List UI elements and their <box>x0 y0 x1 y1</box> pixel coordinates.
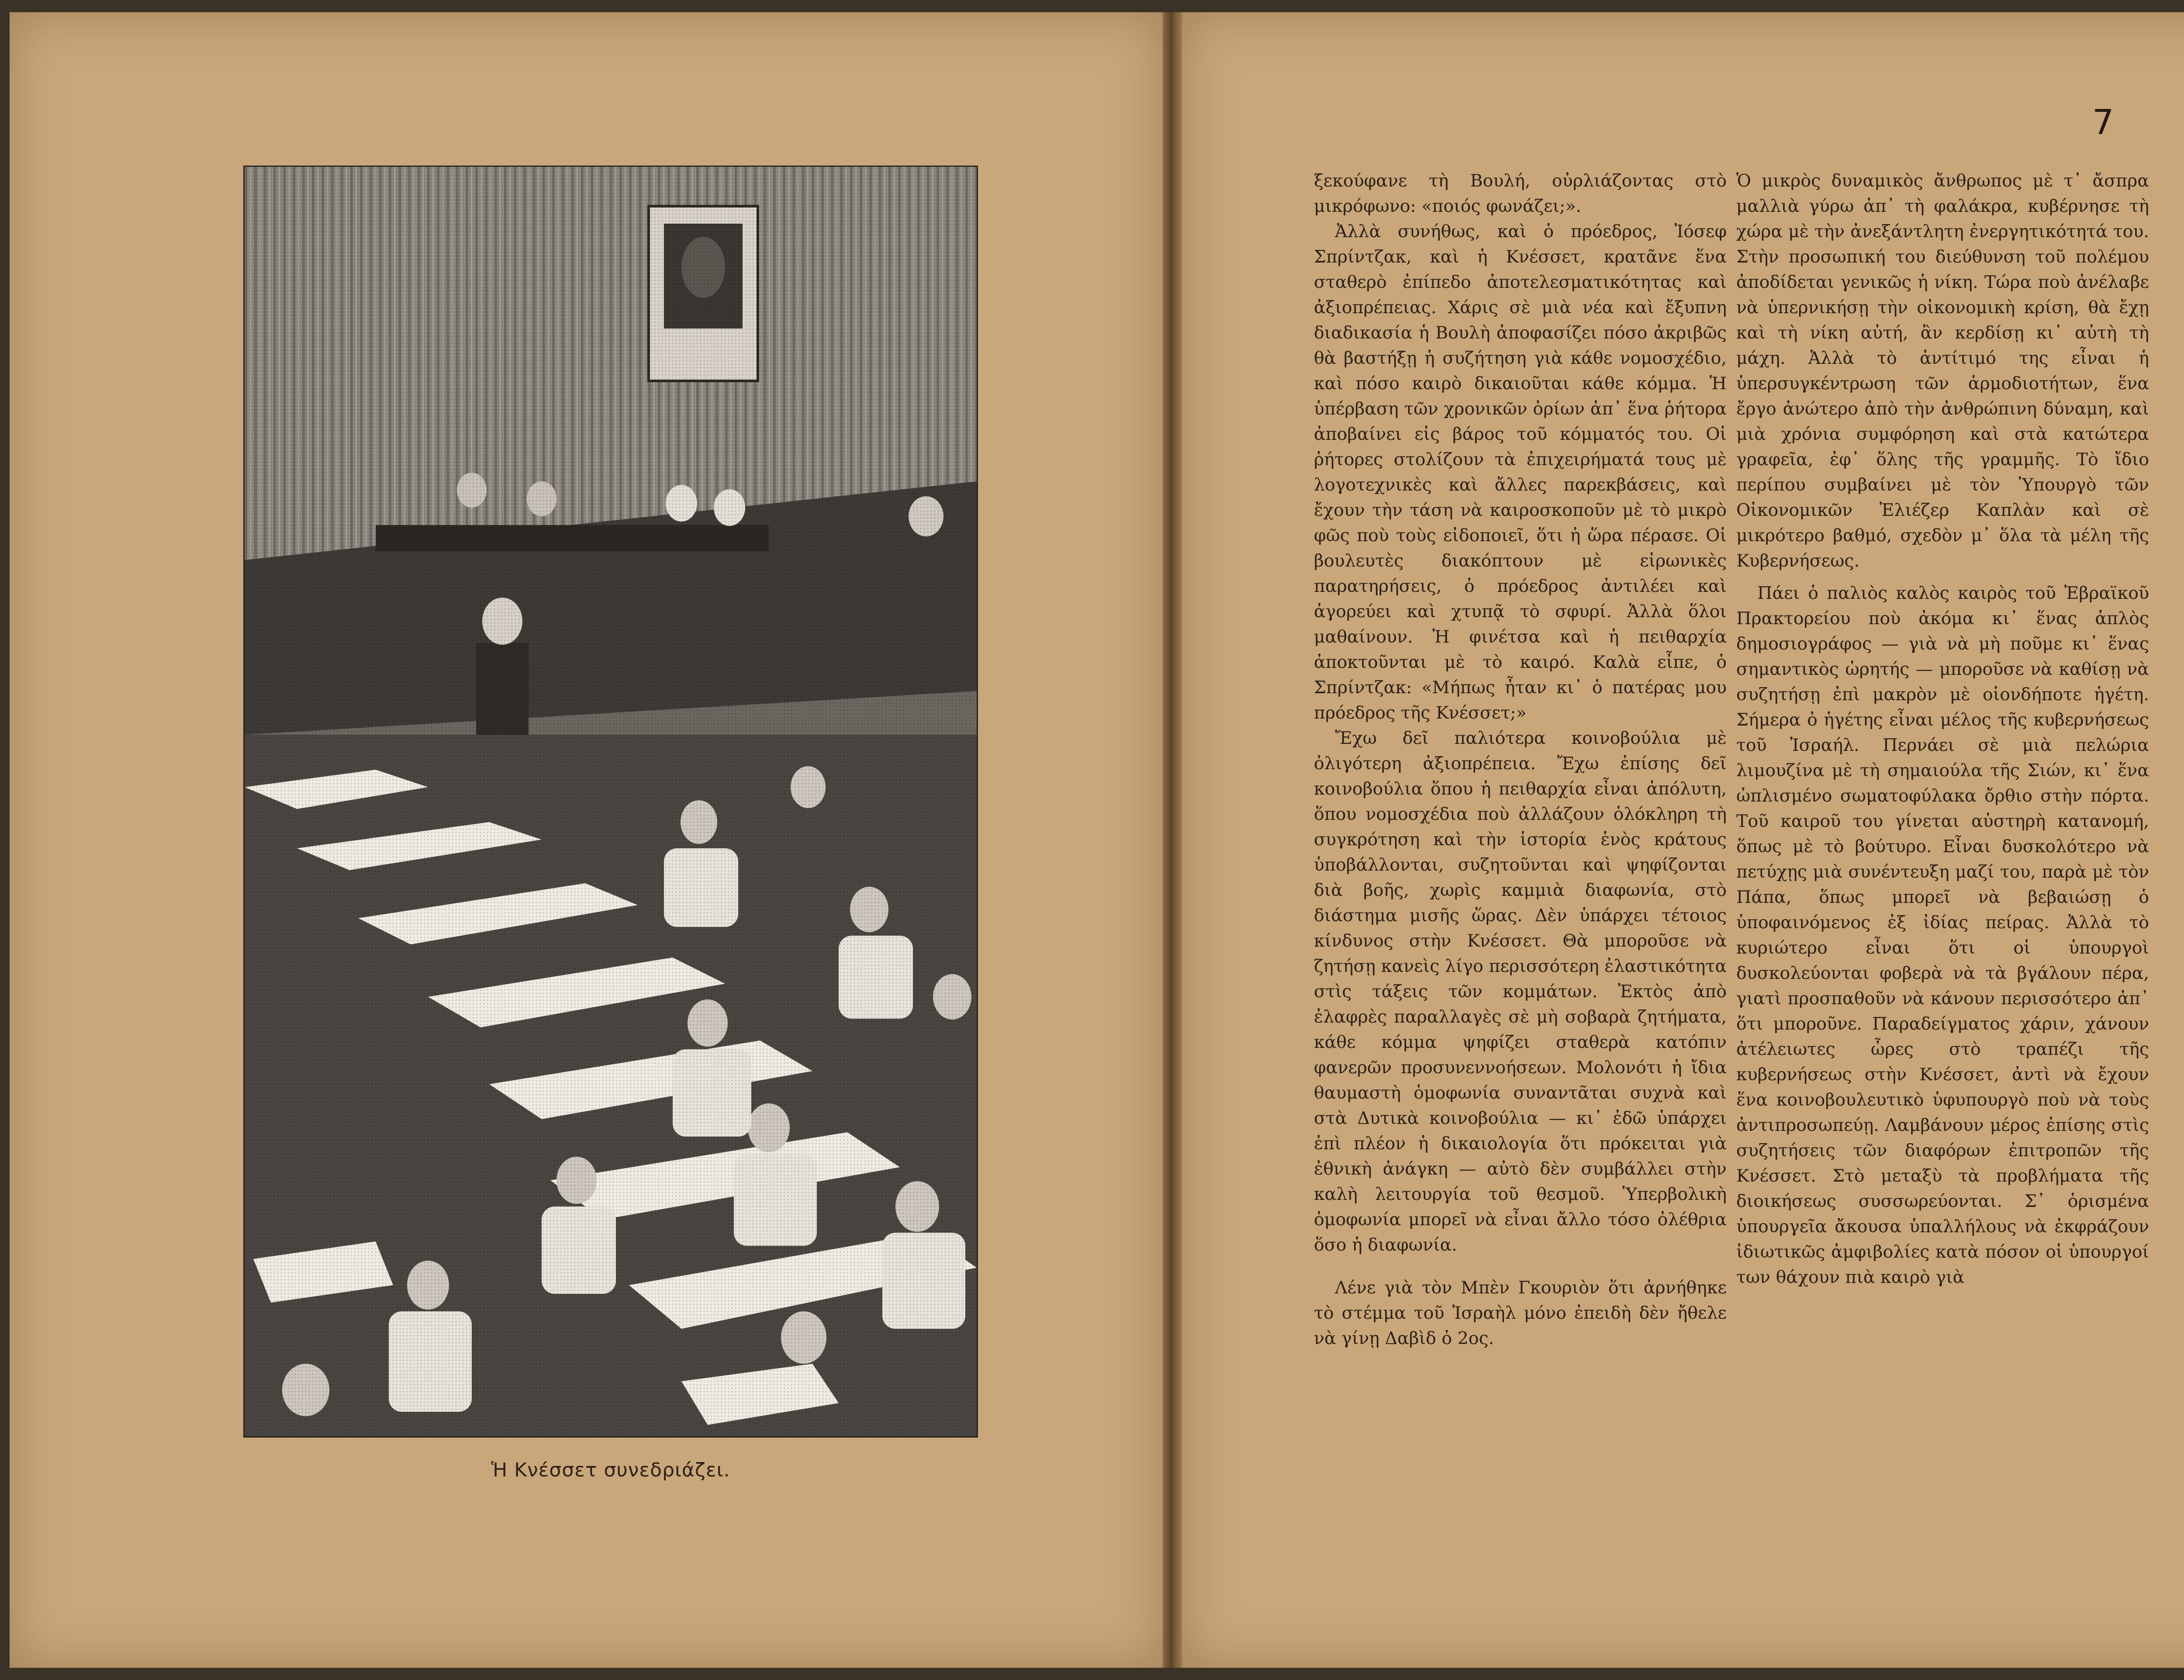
knesset-photo <box>245 167 977 1436</box>
book-gutter <box>1163 12 1182 1668</box>
paragraph: Ἔχω δεῖ παλιότερα κοινοβούλια μὲ ὀλιγότερη ἀξιοπρέπεια. Ἔχω ἐπίσης δεῖ κοινοβούλια ὅπου ἡ πειθαρχία εἶναι ἀπόλυτη, ὅπου νομοσχέδια ποὺ ἀλλάζουν ὁλόκληρη τὴ συγκρότηση καὶ τὴν ἱστορία ἑνὸς κράτους ὑποβάλλονται, συζητοῦνται καὶ ψηφίζονται διὰ βοῆς, χωρὶς καμμιὰ διαφωνία, στὸ διάστημα μισῆς ὥρας. Δὲν ὑπάρχει τέτοιος κίνδυνος στὴν Κνέσσετ. Θὰ μποροῦσε νὰ ζητήσῃ κανεὶς λίγο περισσότερη ἐλαστικότητα στὶς τάξεις τῶν κομμάτων. Ἐκτὸς ἀπὸ ἐλαφρὲς παραλλαγὲς σὲ μὴ σοβαρὰ ζητήματα, κάθε κόμμα ψηφίζει σταθερὰ κατόπιν φανερῶν προσυνεννοήσεων. Μολονότι ἡ ἴδια θαυμαστὴ ὁμοφωνία συναντᾶται συχνὰ καὶ στὰ Δυτικὰ κοινοβούλια — κι᾽ ἐδῶ ὑπάρχει ἐπὶ πλέον ἡ δικαιολογία ὅτι πρόκειται γιὰ ἐθνικὴ ἀνάγκη — αὐτὸ δὲν συμβάλλει στὴν καλὴ λειτουργία τοῦ θεσμοῦ. Ὑπερβολικὴ ὁμοφωνία μπορεῖ νὰ εἶναι ἄλλο τόσο ὀλέθρια ὅσο ἡ διαφωνία. <box>1314 728 1727 1255</box>
photo-caption: Ἡ Κνέσσετ συνεδριάζει. <box>491 1459 730 1481</box>
knesset-photo-drawing <box>245 167 977 1436</box>
paragraph: Ἀλλὰ συνήθως, καὶ ὁ πρόεδρος, Ἰόσεφ Σπρίντζακ, καὶ ἡ Κνέσσετ, κρατᾶνε ἕνα σταθερὸ ἐπίπεδο ἀποτελεσματικότητας καὶ ἀξιοπρέπειας. Χάρις σὲ μιὰ νέα καὶ ἔξυπνη διαδικασία ἡ Βουλὴ ἀποφασίζει πόσο ἀκριβῶς θὰ βαστήξῃ ἡ συζήτηση γιὰ κάθε νομοσχέδιο, καὶ πόσο καιρὸ δικαιοῦται κάθε κόμμα. Ἡ ὑπέρβαση τῶν χρονικῶν ὁρίων ἀπ᾽ ἕνα ῥήτορα ἀποβαίνει εἰς βάρος τοῦ κόμματός του. Οἱ ῥήτορες στολίζουν τὰ ἐπιχειρήματά τους μὲ λογοτεχνικὲς καὶ ἄλλες παρεκβάσεις, καὶ ἔχουν τὴν τάση νὰ καιροσκοποῦν μὲ τὸ μικρὸ φῶς ποὺ τοὺς εἰδοποιεῖ, ὅτι ἡ ὥρα πέρασε. Οἱ βουλευτὲς διακόπτουν μὲ εἰρωνικὲς παρατηρήσεις, ὁ πρόεδρος ἀντιλέει καὶ ἀγορεύει καὶ χτυπᾷ τὸ σφυρί. Ἀλλὰ ὅλοι μαθαίνουν. Ἡ φινέτσα καὶ ἡ πειθαρχία ἀποκτοῦνται μὲ τὸ καιρό. Καλὰ εἶπε, ὁ Σπρίντζακ: «Μήπως ἦταν κι᾽ ὁ πατέρας μου πρόεδρος τῆς Κνέσσετ;» <box>1314 221 1727 723</box>
paragraph: Πάει ὁ παλιὸς καλὸς καιρὸς τοῦ Ἑβραϊκοῦ Πρακτορείου ποὺ ἀκόμα κι᾽ ἕνας ἁπλὸς δημοσιογράφος — γιὰ νὰ μὴ ποῦμε κι᾽ ἕνας σημαντικὸς ὡρητής — μποροῦσε νὰ καθίσῃ νὰ συζητήσῃ ἐπὶ μακρὸν μὲ οἱονδήποτε ἡγέτη. Σήμερα ὁ ἡγέτης εἶναι μέλος τῆς κυβερνήσεως τοῦ Ἰσραήλ. Περνάει σὲ μιὰ πελώρια λιμουζίνα μὲ τὴ σημαιούλα τῆς Σιών, κι᾽ ἕνα ὡπλισμένο σωματοφύλακα ὄρθιο στὴν πόρτα. Τοῦ καιροῦ του γίνεται αὐστηρὴ κατανομή, ὅπως μὲ τὸ βούτυρο. Εἶναι δυσκολότερο νὰ πετύχῃς μιὰ συνέντευξη μαζί του, παρὰ μὲ τὸν Πάπα, ὅπως μπορεῖ νὰ βεβαιώσῃ ὁ ὑποφαινόμενος ἐξ ἰδίας πείρας. Ἀλλὰ τὸ κυριώτερο εἶναι ὅτι οἱ ὑπουργοὶ δυσκολεύονται φοβερὰ νὰ τὰ βγάλουν πέρα, γιατὶ προσπαθοῦν νὰ κάνουν περισσότερο ἀπ᾽ ὅτι μποροῦνε. Παραδείγματος χάριν, χάνουν ἀτέλειωτες ὧρες στὸ τραπέζι τῆς κυβερνήσεως στὴν Κνέσσετ, ἀντὶ νὰ ἔχουν ἕνα κοινοβουλευτικὸ ὑφυπουργὸ ποὺ νὰ τοὺς ἀντιπροσωπεύῃ. Λαμβάνουν μέρος ἐπίσης στὶς συζητήσεις τῶν διαφόρων ἐπιτροπῶν τῆς Κνέσσετ. Στὸ μεταξὺ τὰ προβλήματα τῆς διοικήσεως συσσωρεύονται. Σ᾽ ὁρισμένα ὑπουργεῖα ἄκουσα ὑπαλλήλους νὰ ἐκφράζουν ἰδιωτικῶς ἀμφιβολίες κατὰ πόσον οἱ ὑπουργοί των θάχουν πιὰ καιρὸ γιὰ <box>1736 583 2149 1287</box>
page-number: 7 <box>2092 103 2114 142</box>
paragraph: Λένε γιὰ τὸν Μπὲν Γκουριὸν ὅτι ἀρνήθηκε τὸ στέμμα τοῦ Ἰσραὴλ μόνο ἐπειδὴ δὲν ἤθελε νὰ γίνῃ Δαβὶδ ὁ 2ος. <box>1314 1278 1727 1348</box>
paragraph: Ὁ μικρὸς δυναμικὸς ἄνθρωπος μὲ τ᾽ ἄσπρα μαλλιὰ γύρω ἀπ᾽ τὴ φαλάκρα, κυβέρνησε τὴ χώρα μὲ τὴν ἀνεξάντλητη ἐνεργητικότητά του. Στὴν προσωπική του διεύθυνση τοῦ πολέμου ἀποδίδεται γενικῶς ἡ νίκη. Τώρα ποὺ ἀνέλαβε νὰ ὑπερνικήσῃ τὴν οἰκονομικὴ κρίση, θὰ ἔχῃ καὶ τὴ νίκη αὐτή, ἂν κερδίσῃ κι᾽ αὐτὴ τὴ μάχη. Ἀλλὰ τὸ ἀντίτιμό της εἶναι ἡ ὑπερσυγκέντρωση τῶν ἁρμοδιοτήτων, ἕνα ἔργο ἀνώτερο ἀπὸ τὴν ἀνθρώπινη δύναμη, καὶ μιὰ χρόνια συμφόρηση καὶ στὰ κατώτερα γραφεῖα, ἐφ᾽ ὅλης τῆς γραμμῆς. Τὸ ἴδιο περίπου συμβαίνει μὲ τὸν Ὑπουργὸ τῶν Οἰκονομικῶν Ἐλιέζερ Καπλὰν καὶ σὲ μικρότερο βαθμό, σχεδὸν μ᾽ ὅλα τὰ μέλη τῆς Κυβερνήσεως. <box>1736 171 2149 571</box>
text-column-right <box>1736 168 2149 1290</box>
paragraph: ξεκούφανε τὴ Βουλή, οὐρλιάζοντας στὸ μικρόφωνο: «ποιός φωνάζει;». <box>1314 171 1727 216</box>
text-column-left <box>1314 168 1727 1351</box>
